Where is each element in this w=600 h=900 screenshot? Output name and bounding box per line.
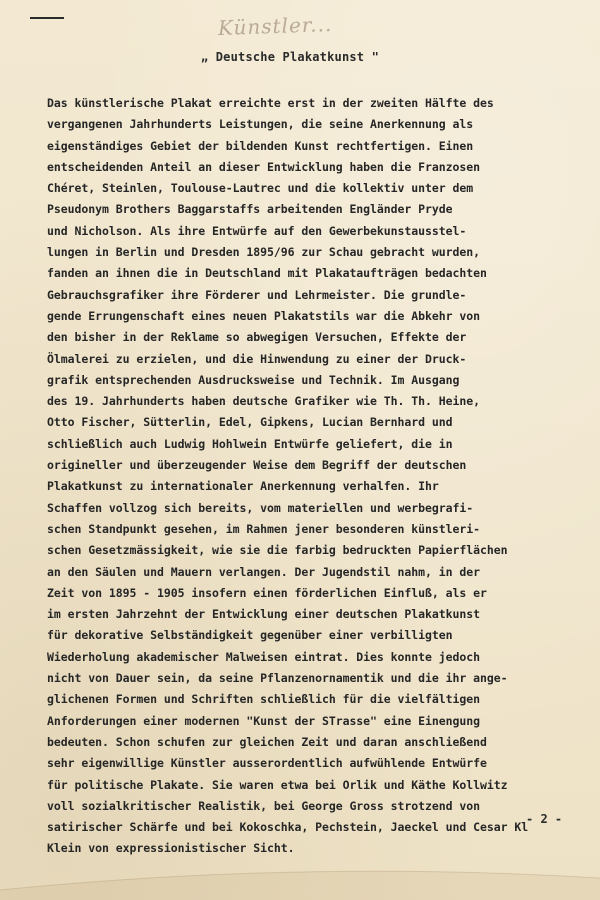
handwritten-note: Künstler... <box>217 12 333 40</box>
corner-mark <box>30 17 64 19</box>
text-line: bedeuten. Schon schufen zur gleichen Zeit und daran anschließend <box>47 734 487 749</box>
page-number: - 2 - <box>526 812 563 826</box>
text-line: vergangenen Jahrhunderts Leistungen, die seine Anerkennung als <box>47 117 474 132</box>
text-line: für politische Plakate. Sie waren etwa bei Orlik und Käthe Kollwitz <box>47 777 508 792</box>
text-line: den bisher in der Reklame so abwegigen Versuchen, Effekte der <box>47 330 467 345</box>
text-line: eigenständiges Gebiet der bildenden Kunst rechtfertigen. Einen <box>47 138 474 153</box>
text-line: Chéret, Steinlen, Toulouse-Lautrec und die kollektiv unter dem <box>47 181 474 196</box>
document-title: „ Deutsche Plakatkunst " <box>200 50 380 64</box>
text-line: satirischer Schärfe und bei Kokoschka, Pechstein, Jaeckel und Cesar Kl <box>47 820 529 835</box>
text-line: Plakatkunst zu internationaler Anerkennung verhalfen. Ihr <box>47 479 439 494</box>
text-line: für dekorative Selbständigkeit gegenüber einer verbilligten <box>47 628 453 643</box>
text-line: an den Säulen und Mauern verlangen. Der Jugendstil nahm, in der <box>47 564 481 579</box>
text-line: fanden an ihnen die in Deutschland mit Plakataufträgen bedachten <box>47 266 487 281</box>
text-line: Ölmalerei zu erzielen, und die Hinwendung zu einer der Druck- <box>47 351 467 366</box>
text-line: grafik entsprechenden Ausdrucksweise und Technik. Im Ausgang <box>47 372 460 387</box>
text-line: und Nicholson. Als ihre Entwürfe auf den Gewerbekunstausstel- <box>47 223 467 238</box>
text-line: voll sozialkritischer Realistik, bei George Gross strotzend von <box>47 798 481 813</box>
paper-curl-shadow <box>0 840 600 900</box>
text-line: Das künstlerische Plakat erreichte erst in der zweiten Hälfte des <box>47 96 494 110</box>
text-line: Klein von expressionistischer Sicht. <box>47 841 295 856</box>
text-line: Gebrauchsgrafiker ihre Förderer und Lehrmeister. Die grundle- <box>47 287 467 302</box>
text-line: sehr eigenwillige Künstler ausserordentlich aufwühlende Entwürfe <box>47 756 487 771</box>
text-line: schließlich auch Ludwig Hohlwein Entwürfe geliefert, die in <box>47 436 453 451</box>
text-line: Schaffen vollzog sich bereits, vom materiellen und werbegrafi- <box>47 500 474 515</box>
text-line: nicht von Dauer sein, da seine Pflanzenornamentik und die ihr ange- <box>47 671 508 686</box>
text-line: origineller und überzeugender Weise dem Begriff der deutschen <box>47 458 467 473</box>
text-line: Otto Fischer, Sütterlin, Edel, Gipkens, Lucian Bernhard und <box>47 415 453 430</box>
text-line: Zeit von 1895 - 1905 insofern einen förderlichen Einfluß, als er <box>47 585 487 600</box>
text-line: Anforderungen einer modernen "Kunst der STrasse" eine Einengung <box>47 713 481 728</box>
text-line: entscheidenden Anteil an dieser Entwicklung haben die Franzosen <box>47 159 481 174</box>
text-line: des 19. Jahrhunderts haben deutsche Grafiker wie Th. Th. Heine, <box>47 394 481 409</box>
text-line: lungen in Berlin und Dresden 1895/96 zur Schau gebracht wurden, <box>47 245 481 260</box>
text-line: im ersten Jahrzehnt der Entwicklung einer deutschen Plakatkunst <box>47 607 481 622</box>
text-line: schen Gesetzmässigkeit, wie sie die farbig bedruckten Papierflächen <box>47 543 508 558</box>
text-line: gende Errungenschaft eines neuen Plakatstils war die Abkehr von <box>47 308 481 323</box>
body-paragraph <box>47 93 587 860</box>
text-line: schen Standpunkt gesehen, im Rahmen jener besonderen künstleri- <box>47 521 481 536</box>
text-line: glichenen Formen und Schriften schließlich für die vielfältigen <box>47 692 481 707</box>
text-line: Pseudonym Brothers Baggarstaffs arbeitenden Engländer Pryde <box>47 202 453 217</box>
text-line: Wiederholung akademischer Malweisen eintrat. Dies konnte jedoch <box>47 649 481 664</box>
